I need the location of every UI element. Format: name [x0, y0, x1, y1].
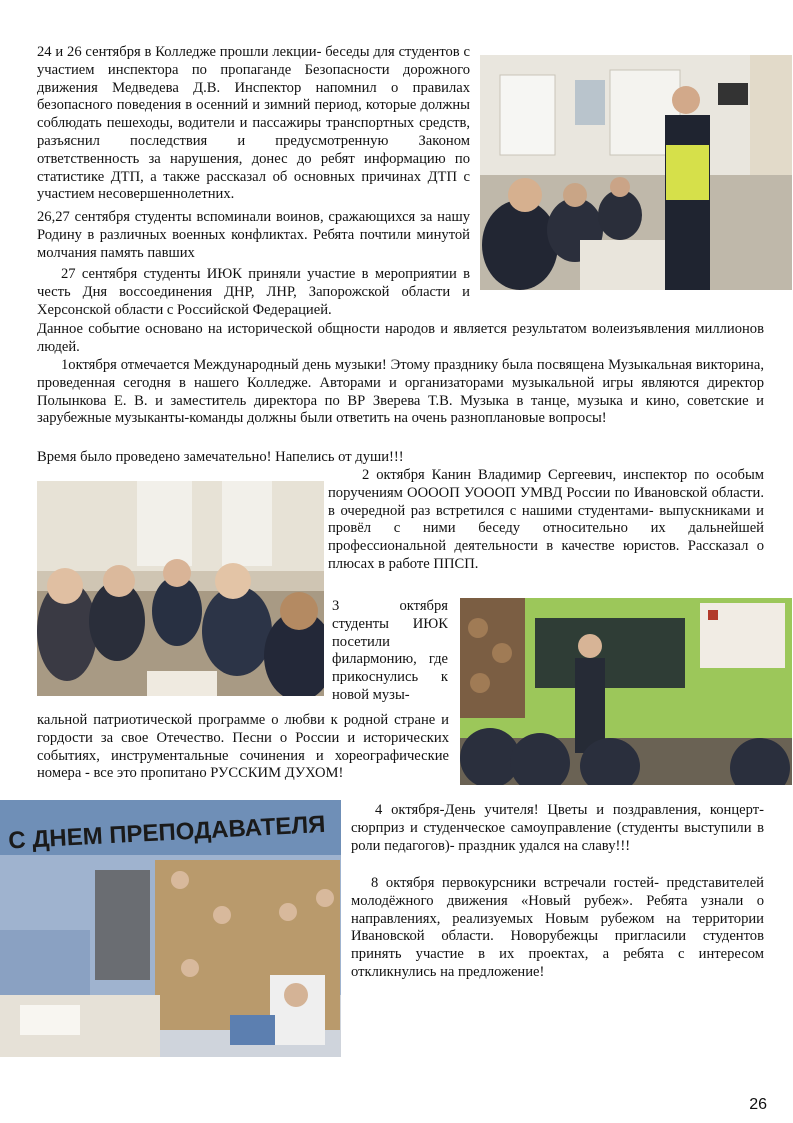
photo-traffic-inspector-classroom [480, 55, 792, 290]
page-number: 26 [749, 1096, 767, 1113]
article-philharmonic-body: кальной патриотической программе о любви к родной стране и гордости за свое Отечество. Песни о России и исторических событиях, инструментальные сочинения и хореографические номера - все это пропитано РУССКИМ ДУХОМ! [37, 712, 449, 782]
article-historical-community: Данное событие основано на исторической общности народов и является результатом волеизъявления миллионов людей. [37, 321, 764, 355]
article-teachers-day: 4 октября-День учителя! Цветы и поздравления, концерт- сюрприз и студенческое самоуправление (студенты выступили в роли педагогов)- праздник удался на славу!!! [351, 802, 764, 854]
article-music-day-closing: Время было проведено замечательно! Напелись от души!!! [37, 449, 404, 465]
poster-headline: С ДНЕМ ПРЕПОДАВАТЕЛЯ [7, 810, 327, 855]
photo-students-seated [37, 481, 324, 696]
article-new-frontier: 8 октября первокурсники встречали гостей- представителей молодёжного движения «Новый рубеж». Ребята узнали о направлениях, реализуемых Новым рубежом на территории Ивановской области. Новорубежцы пригласили студентов принять участие в их проектах, а ребята с интересом откликнулись на предложение! [351, 875, 764, 980]
article-reunification-day: 27 сентября студенты ИЮК приняли участие в мероприятии в честь Дня воссоединения ДНР, ЛНР, Запорожской области и Херсонской области с Российской Федерацией. [37, 266, 470, 318]
article-lecture-traffic-safety: 24 и 26 сентября в Колледже прошли лекции- беседы для студентов с участием инспектора по пропаганде Безопасности дорожного движения Медведева Д.В. Инспектор напомнил о правилах безопасного поведения в осенний и зимний период, которые должны соблюдать пешеходы, водители и пассажиры транспортных средств, разъяснил последствия и предусмотренную Законом ответственность за нарушения, донес до ребят информацию по статистике ДТП, а также рассказал об основных причинах ДТП с участием несовершеннолетних. [37, 44, 470, 203]
article-music-day: 1октября отмечается Международный день музыки! Этому празднику была посвящена Музыкальная викторина, проведенная сегодня в нашего Колледже. Авторами и организаторами музыкальной игры являются директор Полынкова Е. В. и заместитель директора по ВР Зверева Т.В. Музыка в танце, музыка и кино, советские и зарубежные музыканты-команды должны были ответить на очень разноплановые вопросы! [37, 357, 764, 427]
photo-inspector-graduates [460, 598, 792, 785]
article-inspector-visit: 2 октября Канин Владимир Сергеевич, инспектор по особым поручениям ООООП УОООП УМВД России по Ивановской области. в очередной раз встретился с нашими студентами- выпускниками и провёл с ними беседу относительно их дальнейшей профессиональной деятельности в качестве юристов. Рассказал о плюсах в работе ППСП. [328, 467, 764, 572]
article-philharmonic-intro: 3 октября студенты ИЮК посетили филармонию, где прикоснулись к новой музы- [332, 598, 448, 703]
poster-teachers-day [0, 800, 341, 1057]
article-memorial-minute: 26,27 сентября студенты вспоминали воинов, сражающихся за нашу Родину в различных военных конфликтах. Ребята почтили минутой молчания память павших [37, 209, 470, 261]
